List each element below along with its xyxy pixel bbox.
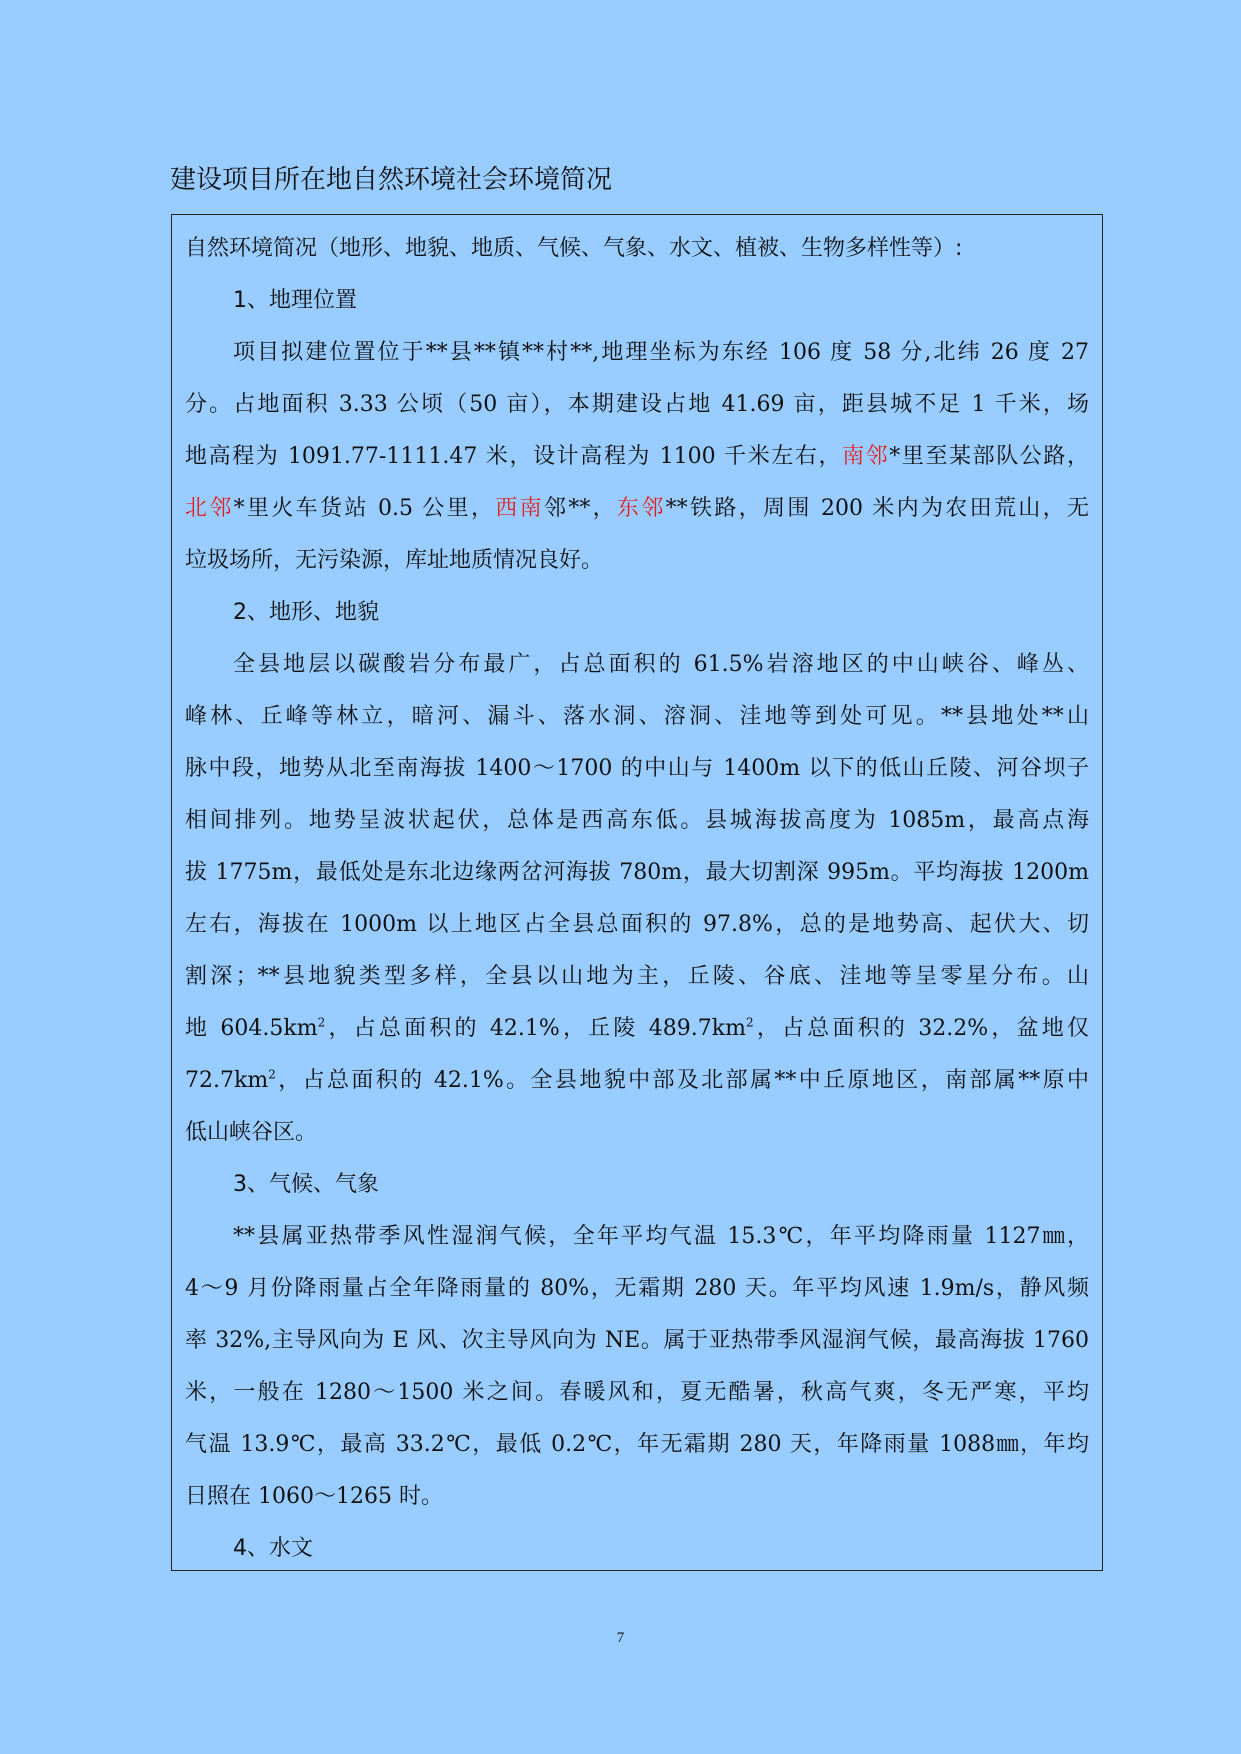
intro-line: 自然环境简况（地形、地貌、地质、气候、气象、水文、植被、生物多样性等）:	[185, 236, 963, 261]
paragraph-line	[185, 1055, 1089, 1107]
paragraph-line: 分。占地面积 3.33 公顷（50 亩），本期建设占地 41.69 亩，距县城不足 1 千米，场	[185, 392, 1089, 417]
text-span: **铁路，周围 200 米内为农田荒山，无	[665, 496, 1089, 521]
text-span: 邻**，	[543, 496, 617, 521]
text-span: ，占总面积的 42.1%，丘陵 489.7km	[325, 1016, 746, 1041]
heading-terrain: 2、地形、地貌	[233, 600, 379, 625]
paragraph-line: 相间排列。地势呈波状起伏，总体是西高东低。县城海拔高度为 1085m，最高点海	[185, 808, 1089, 833]
paragraph-line	[185, 431, 1089, 483]
heading-climate: 3、气候、气象	[233, 1172, 379, 1197]
paragraph-line: 拔 1775m，最低处是东北边缘两岔河海拔 780m，最大切割深 995m。平均海拔 1200m	[185, 860, 1089, 885]
superscript: 2	[268, 1067, 276, 1082]
highlight-southwest: 西南	[495, 496, 544, 521]
paragraph-line: **县属亚热带季风性湿润气候，全年平均气温 15.3℃，年平均降雨量 1127㎜，	[233, 1224, 1089, 1249]
paragraph-line: 4～9 月份降雨量占全年降雨量的 80%，无霜期 280 天。年平均风速 1.9m/s，静风频	[185, 1276, 1089, 1301]
paragraph-line	[185, 1003, 1089, 1055]
paragraph-line: 日照在 1060～1265 时。	[185, 1484, 443, 1509]
heading-hydrology: 4、水文	[233, 1536, 313, 1561]
heading-geographic-location: 1、地理位置	[233, 288, 357, 313]
page-title: 建设项目所在地自然环境社会环境简况	[170, 165, 613, 195]
paragraph-line: 率 32%,主导风向为 E 风、次主导风向为 NE。属于亚热带季风湿润气候，最高海拔 1760	[185, 1328, 1089, 1353]
paragraph-line: 米，一般在 1280～1500 米之间。春暖风和，夏无酷暑，秋高气爽，冬无严寒，平均	[185, 1380, 1089, 1405]
text-span: 72.7km	[185, 1068, 269, 1093]
text-span: 地高程为 1091.77-1111.47 米，设计高程为 1100 千米左右，	[185, 444, 843, 469]
paragraph-line: 气温 13.9℃，最高 33.2℃，最低 0.2℃，年无霜期 280 天，年降雨量 1088㎜，年均	[185, 1432, 1089, 1457]
highlight-north: 北邻	[185, 496, 234, 521]
superscript: 2	[745, 1015, 754, 1030]
paragraph-line: 脉中段，地势从北至南海拔 1400～1700 的中山与 1400m 以下的低山丘陵、河谷坝子	[185, 756, 1089, 781]
text-span: ，占总面积的 32.2%，盆地仅	[753, 1016, 1089, 1041]
paragraph-line: 割深；**县地貌类型多样，全县以山地为主，丘陵、谷底、洼地等呈零星分布。山	[185, 964, 1089, 989]
paragraph-line: 项目拟建位置位于**县**镇**村**,地理坐标为东经 106 度 58 分,北纬 26 度 27	[233, 340, 1089, 365]
highlight-east: 东邻	[616, 496, 666, 521]
paragraph-line	[185, 483, 1089, 535]
content-frame	[171, 214, 1103, 1571]
superscript: 2	[317, 1015, 326, 1030]
text-span: 地 604.5km	[185, 1016, 318, 1041]
text-span: ，占总面积的 42.1%。全县地貌中部及北部属**中丘原地区，南部属**原中	[275, 1068, 1089, 1093]
paragraph-line: 峰林、丘峰等林立，暗河、漏斗、落水洞、溶洞、洼地等到处可见。**县地处**山	[185, 704, 1089, 729]
highlight-south: 南邻	[842, 444, 890, 469]
page-number: 7	[616, 1630, 625, 1646]
paragraph-line: 左右，海拔在 1000m 以上地区占全县总面积的 97.8%，总的是地势高、起伏大、切	[185, 912, 1089, 937]
text-span: *里火车货站 0.5 公里，	[233, 496, 496, 521]
paragraph-line: 低山峡谷区。	[185, 1120, 318, 1145]
paragraph-line: 全县地层以碳酸岩分布最广，占总面积的 61.5%岩溶地区的中山峡谷、峰丛、	[233, 652, 1089, 677]
paragraph-line: 垃圾场所，无污染源，库址地质情况良好。	[185, 548, 604, 573]
text-span: *里至某部队公路，	[889, 444, 1089, 469]
